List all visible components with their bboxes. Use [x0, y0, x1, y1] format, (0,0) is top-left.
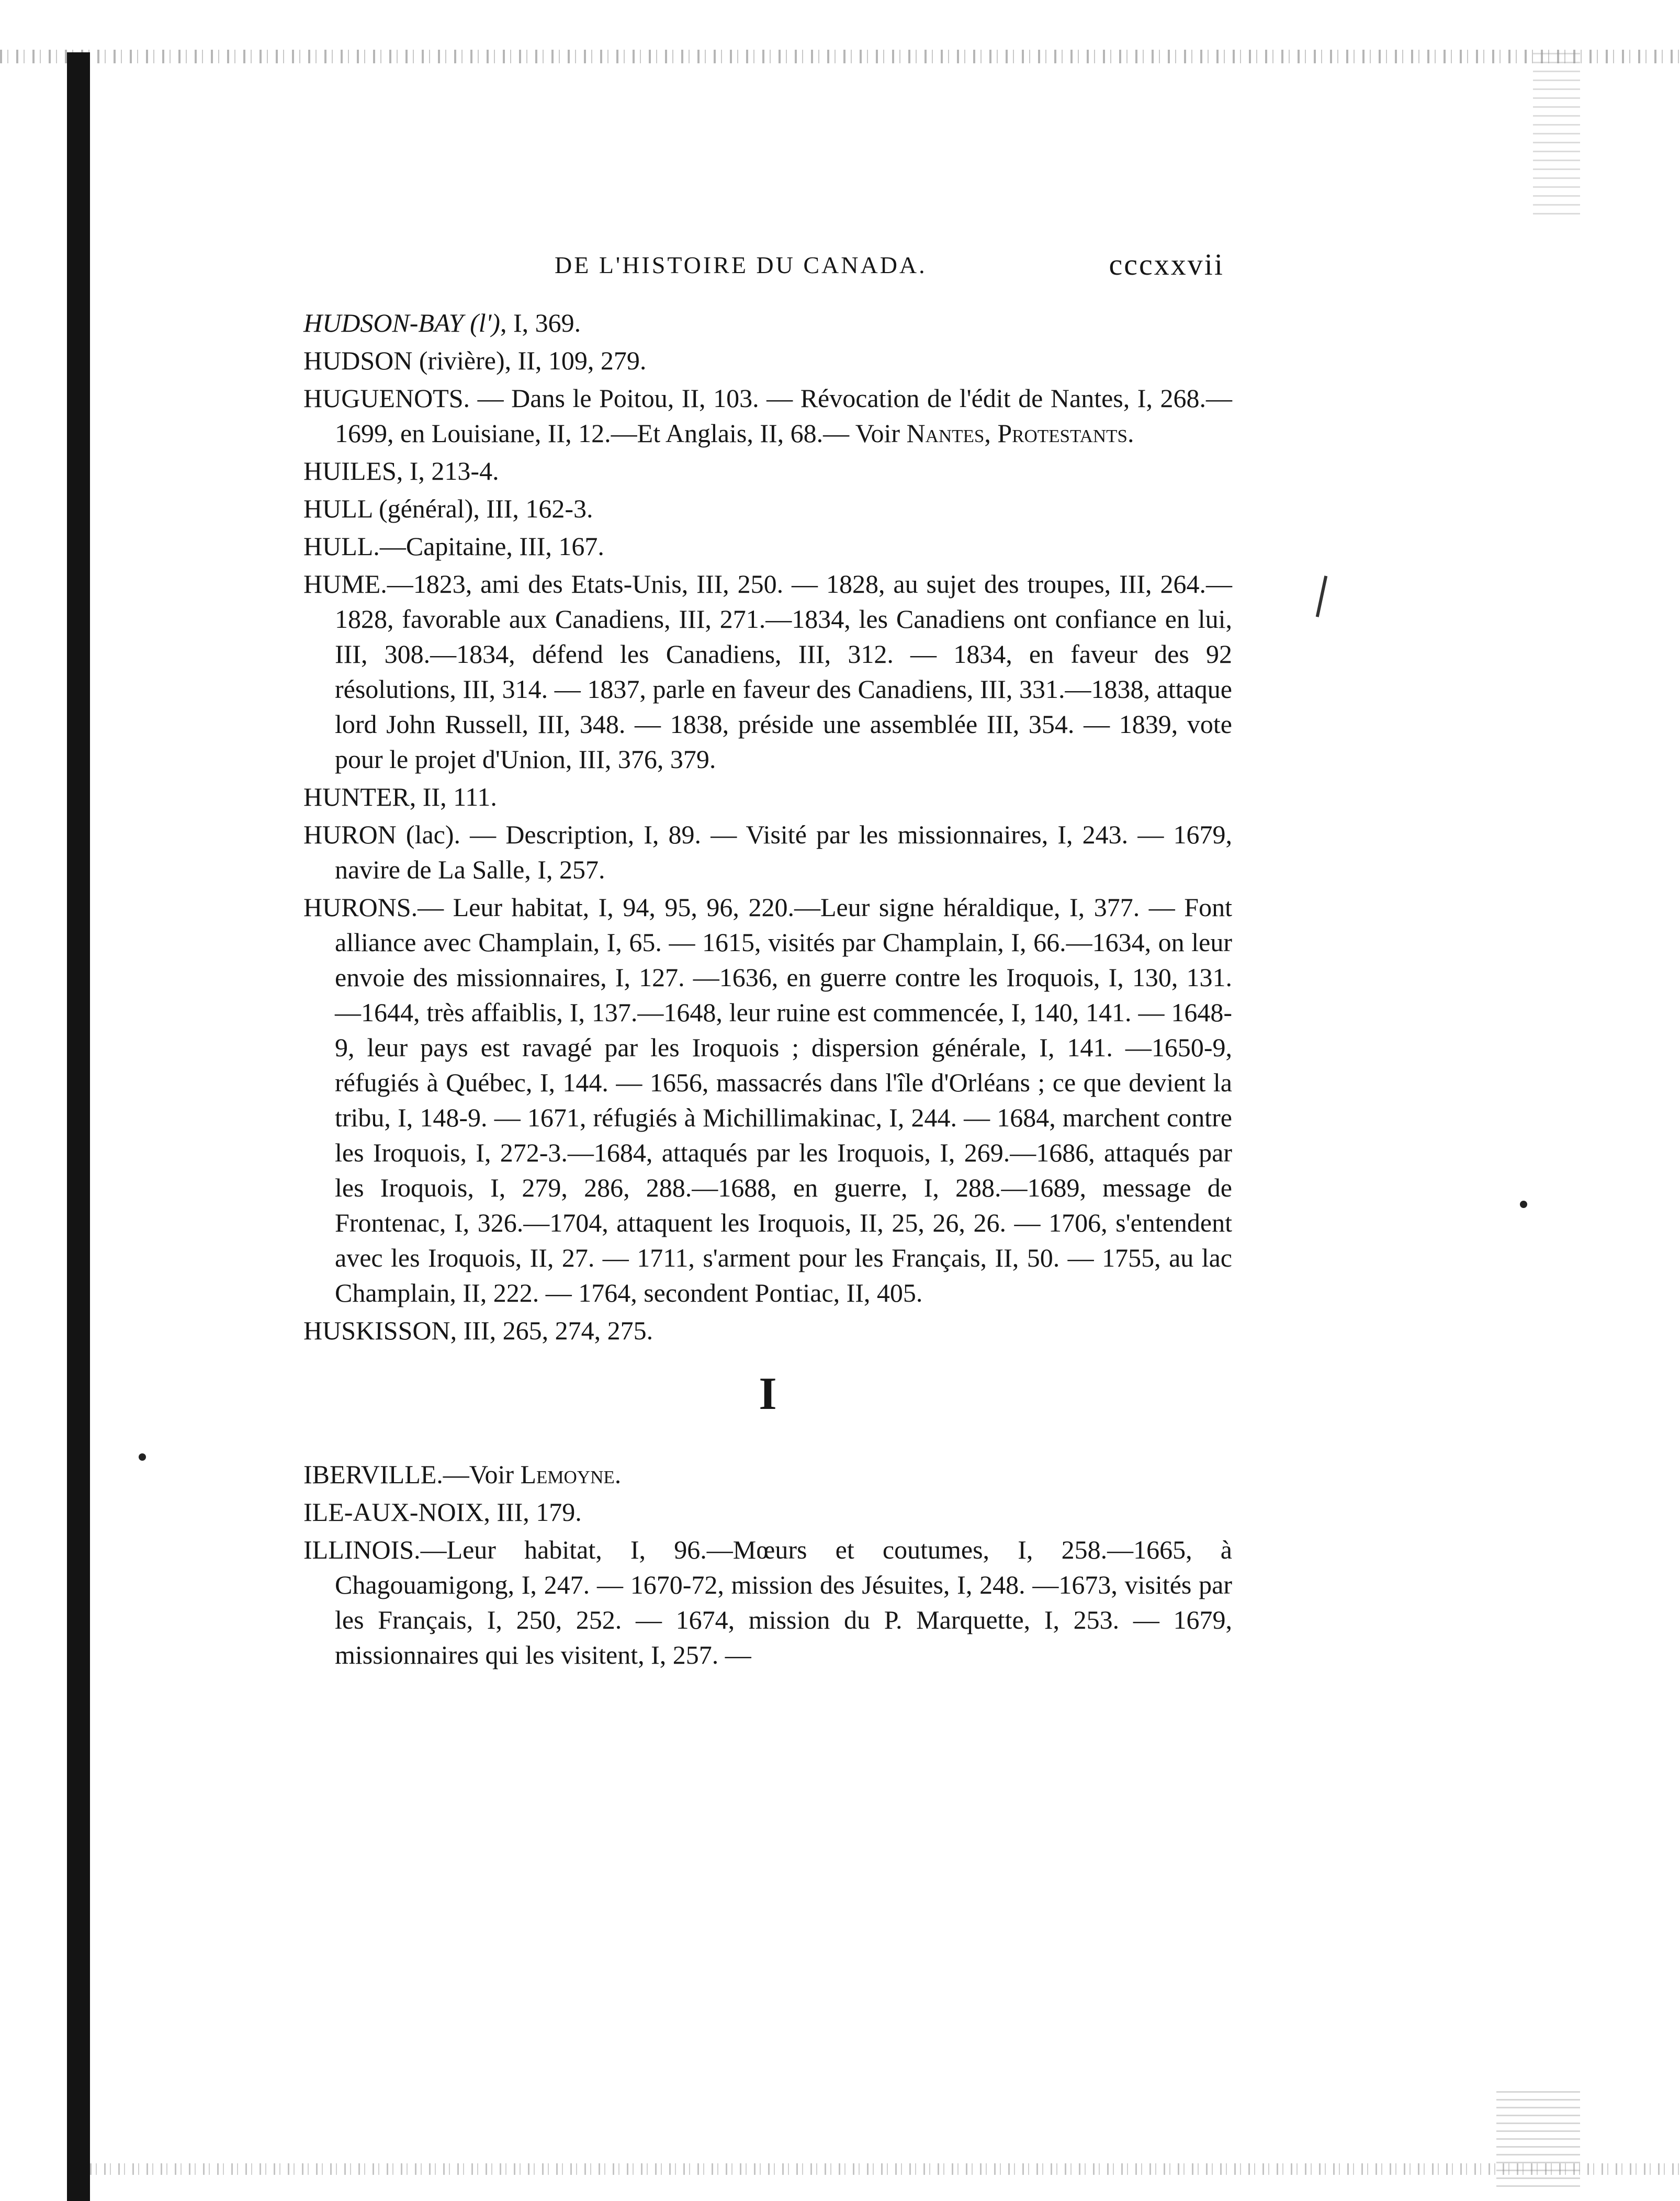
index-headword: HUDSON (rivière): [303, 346, 505, 375]
index-entry-text: , I, 369.: [500, 308, 581, 337]
index-entry-text: — Leur habitat, I, 94, 95, 96, 220.—Leur signe héraldique, I, 377. — Font alliance avec Champlain, I, 65. — 1615, visités par Champlain, I, 66.—1634, on leur envoie des missionnaires, I, 127. —1636, en guerre contre les Iroquois, I, 130, 131.—1644, très affaiblis, I, 137.—1648, leur ruine est commencée, I, 140, 141. — 1648-9, leur pays est ravagé par les Iroquois ; dispersion générale, I, 141. —1650-9, réfugiés à Québec, I, 144. — 1656, massacrés dans l'île d'Orléans ; ce que devient la tribu, I, 148-9. — 1671, réfugiés à Michillimakinac, I, 244. — 1684, marchent contre les Iroquois, I, 272-3.—1684, attaqués par les Iroquois, I, 269.—1686, attaqués par les Iroquois, I, 279, 286, 288.—1688, en guerre, I, 288.—1689, message de Frontenac, I, 326.—1704, attaquent les Iroquois, II, 25, 26, 26. — 1706, s'entendent avec les Iroquois, II, 27. — 1711, s'arment pour les Français, II, 50. — 1755, au lac Champlain, II, 222. — 1764, secondent Pontiac, II, 405.: [335, 893, 1232, 1307]
index-entry: [303, 491, 1232, 526]
index-entry-text: , III, 265, 274, 275.: [450, 1316, 653, 1345]
index-headword: HULL.: [303, 532, 380, 561]
ink-dot: [1520, 1201, 1527, 1208]
index-headword: HURON (lac).: [303, 820, 461, 849]
index-headword: HULL (général): [303, 494, 473, 523]
index-cross-reference: Lemoyne.: [520, 1460, 622, 1489]
binding-shadow: [67, 52, 90, 2201]
index-headword: HUSKISSON: [303, 1316, 450, 1345]
index-entry: [303, 529, 1232, 564]
index-headword: HUME.: [303, 569, 387, 599]
index-entry: [303, 1495, 1232, 1530]
page-number: cccxxvii: [1109, 247, 1224, 281]
index-entry: [303, 817, 1232, 887]
index-headword: HURONS.: [303, 893, 418, 922]
index-entry-text: —Voir: [443, 1460, 521, 1489]
index-entry: [303, 567, 1232, 777]
index-headword: ILLINOIS.: [303, 1535, 421, 1564]
index-headword: ILE-AUX-NOIX: [303, 1497, 484, 1527]
index-entry-text: —1823, ami des Etats-Unis, III, 250. — 1828, au sujet des troupes, III, 264.—1828, favorable aux Canadiens, III, 271.—1834, les Canadiens ont confiance en lui, III, 308.—1834, défend les Canadiens, III, 312. — 1834, en faveur des 92 résolutions, III, 314. — 1837, parle en faveur des Canadiens, III, 331.—1838, attaque lord John Russell, III, 348. — 1838, préside une assemblée III, 354. — 1839, vote pour le projet d'Union, III, 376, 379.: [335, 569, 1232, 774]
index-entry-text: , II, 111.: [409, 782, 497, 811]
index-entry-text: , III, 179.: [483, 1497, 582, 1527]
index-headword: HUNTER: [303, 782, 410, 811]
index-headword: HUGUENOTS.: [303, 383, 470, 413]
running-head-title: DE L'HISTOIRE DU CANADA.: [555, 252, 927, 278]
index-entry-text: , I, 213-4.: [396, 456, 499, 486]
index-entry: [303, 381, 1232, 451]
index-entry-text: , III, 162-3.: [473, 494, 593, 523]
index-entry: [303, 343, 1232, 378]
index-entry-text: —Leur habitat, I, 96.—Mœurs et coutumes, I, 258.—1665, à Chagouamigong, I, 247. — 1670-72, mission des Jésuites, I, 248. —1673, visités par les Français, I, 250, 252. — 1674, mission du P. Marquette, I, 253. — 1679, missionnaires qui les visitent, I, 257. —: [335, 1535, 1232, 1669]
index-headword: HUILES: [303, 456, 397, 486]
index-headword: HUDSON-BAY (l'): [303, 308, 500, 337]
ink-dot: [139, 1453, 146, 1461]
index-entry: [303, 306, 1232, 341]
index-entry: [303, 1457, 1232, 1492]
scan-noise-top: [0, 50, 1680, 63]
index-entry-text: — Dans le Poitou, II, 103. — Révocation de l'édit de Nantes, I, 268.—1699, en Louisiane, II, 12.—Et Anglais, II, 68.— Voir: [335, 383, 1232, 448]
running-head: [303, 247, 1224, 289]
index-entry: [303, 890, 1232, 1311]
index-entry: [303, 1532, 1232, 1673]
index-entry: [303, 1313, 1232, 1348]
scan-noise-bottom: [90, 2163, 1680, 2175]
index-entry: [303, 454, 1232, 489]
index-cross-reference: Nantes, Protestants.: [906, 419, 1134, 448]
section-letter-heading: I: [759, 1369, 777, 1419]
index-body: [303, 306, 1232, 1675]
scan-noise-right-top: [1533, 47, 1580, 215]
index-entry-text: , II, 109, 279.: [504, 346, 647, 375]
pencil-mark: [1316, 575, 1328, 617]
index-entry: [303, 780, 1232, 815]
index-entry-text: —Capitaine, III, 167.: [379, 532, 604, 561]
index-entry-text: — Description, I, 89. — Visité par les missionnaires, I, 243. — 1679, navire de La Salle, I, 257.: [335, 820, 1232, 884]
index-headword: IBERVILLE.: [303, 1460, 443, 1489]
